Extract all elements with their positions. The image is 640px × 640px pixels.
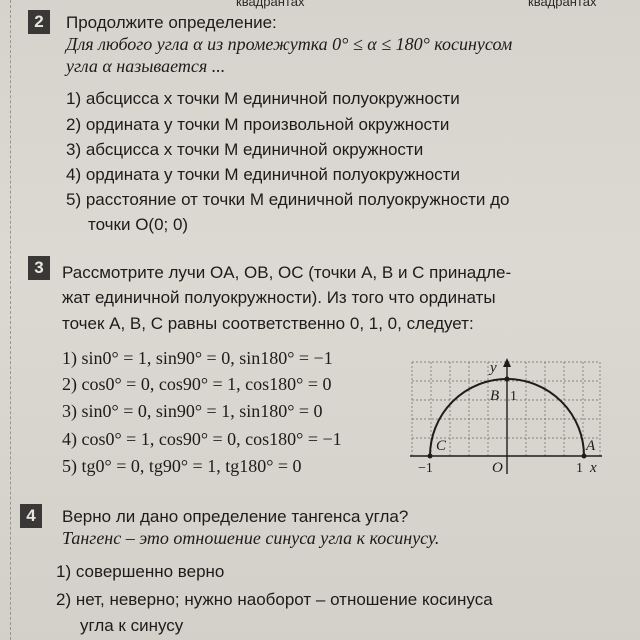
- point-c-label: C: [436, 438, 447, 454]
- y-axis-arrow-icon: [503, 358, 511, 367]
- q2-option-2: 2) ордината y точки M произвольной окружности: [66, 115, 450, 134]
- q3-option-1: 1) sin0° = 1, sin90° = 0, sin180° = −1: [62, 348, 333, 368]
- unit-semicircle-diagram: [406, 356, 606, 480]
- q3-option-3: 3) sin0° = 0, sin90° = 1, sin180° = 0: [62, 401, 323, 421]
- x-axis-label: x: [590, 460, 597, 476]
- header-fragment-left: квадрантах: [236, 0, 305, 9]
- q3-option-2: 2) cos0° = 0, cos90° = 1, cos180° = 0: [62, 374, 332, 394]
- q2-prompt: Продолжите определение:: [66, 13, 277, 32]
- q2-definition-line2: угла α называется ...: [66, 56, 226, 76]
- point-c-dot: [428, 454, 433, 459]
- x-minus-one-label: −1: [418, 461, 433, 476]
- b-value-label: 1: [510, 389, 517, 404]
- q3-text-line3: точек A, B, C равны соответственно 0, 1, 0, следует:: [62, 314, 474, 333]
- margin-rule: [10, 0, 11, 640]
- origin-label: O: [492, 460, 503, 476]
- point-b-label: B: [490, 388, 500, 404]
- x-one-label: 1: [576, 461, 583, 476]
- q2-option-1: 1) абсцисса x точки M единичной полуокружности: [66, 89, 460, 108]
- question-2-number: 2: [28, 10, 50, 34]
- q3-text-line1: Рассмотрите лучи OA, OB, OC (точки A, B и C принадле-: [62, 263, 512, 282]
- q3-text-line2: жат единичной полуокружности). Из того что ординаты: [62, 288, 496, 307]
- header-fragment-right: квадрантах: [528, 0, 597, 9]
- q4-prompt: Верно ли дано определение тангенса угла?: [62, 507, 409, 526]
- q3-option-4: 4) cos0° = 1, cos90° = 0, cos180° = −1: [62, 429, 342, 449]
- q3-option-5: 5) tg0° = 0, tg90° = 1, tg180° = 0: [62, 456, 302, 476]
- q4-option-1: 1) совершенно верно: [56, 562, 225, 581]
- point-a-dot: [582, 454, 587, 459]
- q2-option-3: 3) абсцисса x точки M единичной окружности: [66, 140, 424, 159]
- q2-option-5-continued: точки O(0; 0): [88, 215, 189, 234]
- q4-option-2-continued: угла к синусу: [80, 616, 184, 635]
- point-a-label: A: [586, 438, 596, 454]
- semicircle-svg: [406, 356, 606, 480]
- point-b-dot: [505, 377, 510, 382]
- q2-option-4: 4) ордината y точки M единичной полуокружности: [66, 165, 460, 184]
- question-3-number: 3: [28, 256, 50, 280]
- y-axis-label: y: [490, 360, 497, 376]
- previous-item-fragment: [0, 0, 640, 10]
- q2-definition-line1: Для любого угла α из промежутка 0° ≤ α ≤ 180° косинусом: [66, 34, 513, 54]
- q4-definition: Тангенс – это отношение синуса угла к косинусу.: [62, 528, 440, 548]
- q4-option-2: 2) нет, неверно; нужно наоборот – отношение косинуса: [56, 590, 493, 609]
- q2-option-5: 5) расстояние от точки M единичной полуокружности до: [66, 190, 510, 209]
- question-4-number: 4: [20, 504, 42, 528]
